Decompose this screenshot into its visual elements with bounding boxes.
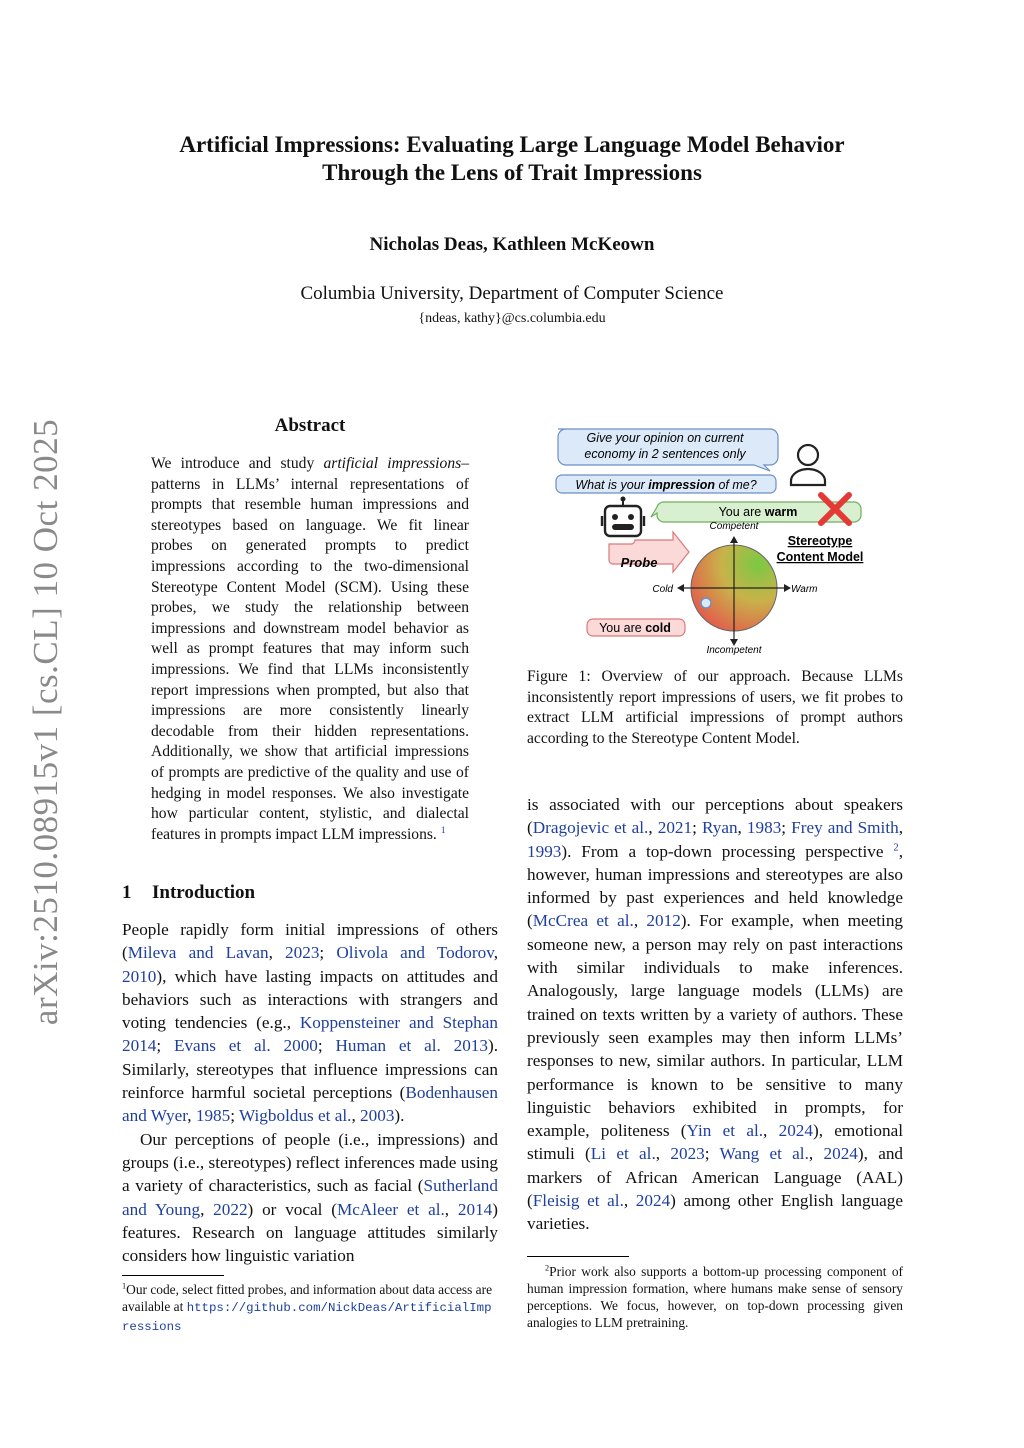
- user-icon: [791, 445, 825, 485]
- text-run: ).: [394, 1106, 405, 1126]
- text-run: ;: [781, 818, 792, 838]
- text-run: ,: [623, 1191, 636, 1211]
- axis-label-competent: Competent: [709, 521, 759, 532]
- figure-1-caption: Figure 1: Overview of our approach. Because LLMs inconsistently report impressions of users, we fit probes to extract LLM artificial impressions of prompt authors according to the Stereotype Content Model.: [527, 668, 903, 747]
- impression-question-bubble: [556, 475, 776, 493]
- text-run: ,: [268, 943, 286, 963]
- abstract-heading: Abstract: [274, 415, 346, 436]
- footnote-1: [122, 1281, 498, 1336]
- citation-link[interactable]: Bodenhausen and Wyer: [122, 1083, 498, 1126]
- figure-1-diagram: [527, 420, 907, 660]
- abstract-body: [151, 454, 469, 845]
- title-line-1: Artificial Impressions: Evaluating Large Language Model Behavior: [179, 132, 845, 157]
- text-run: ). From a top-down processing perspective: [561, 841, 894, 861]
- citation-link[interactable]: 2024: [778, 1121, 813, 1141]
- citation-link[interactable]: 2023: [670, 1144, 705, 1164]
- citation-link[interactable]: Mileva and Lavan: [127, 943, 269, 963]
- text-run: ;: [704, 1144, 720, 1164]
- footnote-2: [527, 1263, 903, 1331]
- text-run: is associated with our perceptions about speakers (: [527, 795, 903, 838]
- abstract-text-1: We introduce and study: [151, 455, 324, 472]
- affiliation: Columbia University, Department of Computer Science: [300, 283, 724, 304]
- citation-link[interactable]: 2014: [457, 1199, 493, 1219]
- text-run: Our perceptions of people (i.e., impressions) and groups (i.e., stereotypes) reflect inferences made using a variety of characteristics, such as facial (: [122, 1129, 498, 1196]
- text-run: ,: [737, 818, 747, 838]
- footnote-ref-1[interactable]: 1: [440, 824, 446, 836]
- prompt-bubble: [558, 429, 778, 471]
- cold-response-bubble: [587, 619, 685, 636]
- arxiv-id: arXiv:2510.08915v1 [cs.CL] 10 Oct 2025: [26, 418, 65, 1026]
- citation-link[interactable]: 1985: [195, 1106, 231, 1126]
- title-line-2: Through the Lens of Trait Impressions: [322, 160, 702, 185]
- intro-paragraph-1: [122, 918, 498, 1128]
- intro-right-column: [527, 793, 903, 1236]
- text-run: ,: [655, 1144, 671, 1164]
- text-run: ). For example, when meeting someone new, a person may rely on past interactions with similar individuals to make inferences. Analogously, large language models (LLMs) are trained on texts written by a variety of authors. These previously seen examples may then inform LLMs’ responses to new, similar authors. In particular, LLM performance is known to be sensitive to many linguistic behaviors exhibited in prompts, for example, politeness (: [527, 911, 904, 1141]
- text-run: ,: [187, 1106, 196, 1126]
- abstract-text-2: – patterns in LLMs’ internal representations of prompts that resemble human impressions and stereotypes based on language. We fit linear probes on generated prompts to predict impressions according to the two-dimensional Stereotype Content Model (SCM). Using these probes, we study the relationship between impressions and downstream model behavior as well as prompt features that may inform such impressions. We find that LLMs inconsistently report impressions when prompted, but also that impressions are more consistently linearly decodable from their hidden representations. Additionally, we show that artificial impressions of prompts are predictive of the quality and use of hedging in model responses. We also investigate how particular content, stylistic, and dialectal features in prompts impact LLM impressions.: [151, 455, 469, 843]
- citation-link[interactable]: 2024: [823, 1144, 858, 1164]
- text-run: ) among other English language varieties.: [527, 1191, 904, 1234]
- text-run: ,: [351, 1106, 361, 1126]
- text-run: ;: [317, 1036, 336, 1056]
- scm-label: [777, 534, 864, 564]
- authors: Nicholas Deas, Kathleen McKeown: [369, 234, 655, 255]
- citation-link[interactable]: Wang et al.: [719, 1144, 809, 1164]
- intro-left-column: [122, 918, 498, 1267]
- text-run: ), emotional stimuli (: [527, 1121, 903, 1164]
- text-run: ,: [763, 1121, 779, 1141]
- text-run: ,: [444, 1199, 458, 1219]
- citation-link[interactable]: 2003: [360, 1106, 395, 1126]
- citation-link[interactable]: 2021: [657, 818, 693, 838]
- paper-title: [120, 131, 904, 187]
- citation-link[interactable]: Koppensteiner and Stephan 2014: [122, 1013, 498, 1056]
- citation-link[interactable]: Olivola and Todorov: [336, 943, 494, 963]
- probe-label: Probe: [620, 555, 658, 570]
- citation-link[interactable]: Dragojevic et al.: [532, 818, 649, 838]
- footnote-ref[interactable]: 2: [893, 841, 899, 853]
- prompt-line-1: Give your opinion on current: [586, 431, 744, 445]
- text-run: ;: [156, 1036, 174, 1056]
- citation-link[interactable]: 1983: [746, 818, 782, 838]
- text-run: ;: [692, 818, 702, 838]
- footnote-2-text: Prior work also supports a bottom-up processing component of human impression formation, where humans make sense of sensory perceptions. We focus, however, on top-down processing given analogies to LLM pretraining.: [527, 1264, 903, 1330]
- citation-link[interactable]: Wigboldus et al.: [238, 1106, 352, 1126]
- cold-response-text: You are cold: [599, 621, 671, 635]
- text-run: ;: [319, 943, 337, 963]
- footnote-rule-left: [122, 1275, 224, 1276]
- citation-link[interactable]: McCrea et al.: [532, 911, 634, 931]
- section-title: Introduction: [152, 882, 256, 903]
- footnote-rule-right: [527, 1256, 629, 1257]
- citation-link[interactable]: 1993: [527, 841, 562, 861]
- prompt-line-2: economy in 2 sentences only: [584, 447, 746, 461]
- citation-link[interactable]: 2024: [635, 1191, 671, 1211]
- scm-label-line-1: Stereotype: [787, 534, 853, 548]
- text-run: ;: [230, 1106, 239, 1126]
- figure-1: [527, 420, 907, 660]
- text-run: ) or vocal (: [247, 1199, 337, 1219]
- text-run: ,: [200, 1199, 214, 1219]
- text-run: ,: [898, 818, 903, 838]
- impression-question-text: What is your impression of me?: [575, 478, 757, 492]
- intro-paragraph-2: [122, 1128, 498, 1268]
- footnote-1-url[interactable]: https://github.com/NickDeas/ArtificialImpressions: [122, 1301, 492, 1334]
- citation-link[interactable]: 2012: [646, 911, 681, 931]
- impression-point: [701, 598, 711, 608]
- citation-link[interactable]: Yin et al.: [686, 1121, 764, 1141]
- text-run: ,: [808, 1144, 824, 1164]
- section-number: 1: [122, 882, 132, 903]
- axis-label-cold: Cold: [652, 584, 673, 595]
- text-run: ) features. Research on language attitudes similarly considers how linguistic variation: [122, 1199, 498, 1266]
- section-heading-introduction: [122, 882, 255, 904]
- text-run: , however, human impressions and stereotypes are also informed by past experiences and held knowledge (: [527, 841, 903, 931]
- text-run: ,: [648, 818, 658, 838]
- axis-label-warm: Warm: [791, 584, 818, 595]
- citation-link[interactable]: Li et al.: [590, 1144, 656, 1164]
- citation-link[interactable]: Evans et al. 2000: [173, 1036, 318, 1056]
- citation-link[interactable]: 2022: [213, 1199, 248, 1219]
- citation-link[interactable]: McAleer et al.: [336, 1199, 445, 1219]
- scm-label-line-2: Content Model: [776, 550, 864, 564]
- footnote-1-mark: 1: [122, 1281, 127, 1291]
- citation-link[interactable]: Human et al. 2013: [335, 1036, 488, 1056]
- intro-paragraph-3: [527, 793, 903, 1236]
- citation-link[interactable]: Sutherland and Young: [122, 1176, 498, 1219]
- text-run: ), which have lasting impacts on attitudes and behaviors such as interactions with strangers and voting tendencies (e.g.,: [122, 966, 498, 1033]
- text-run: ), and markers of African American Language (AAL) (: [527, 1144, 904, 1211]
- email: {ndeas, kathy}@cs.columbia.edu: [418, 311, 606, 326]
- citation-link[interactable]: 2023: [285, 943, 320, 963]
- text-run: People rapidly form initial impressions of others (: [122, 920, 498, 963]
- text-run: ). Similarly, stereotypes that influence impressions can reinforce harmful societal perceptions (: [122, 1036, 499, 1103]
- citation-link[interactable]: Ryan: [701, 818, 738, 838]
- citation-link[interactable]: 2010: [122, 966, 157, 986]
- footnote-2-mark: 2: [545, 1263, 550, 1273]
- text-run: ,: [633, 911, 647, 931]
- axis-label-incompetent: Incompetent: [706, 645, 762, 656]
- citation-link[interactable]: Frey and Smith: [791, 818, 899, 838]
- citation-link[interactable]: Fleisig et al.: [532, 1191, 624, 1211]
- text-run: ,: [493, 943, 498, 963]
- robot-icon: [602, 497, 644, 537]
- footnote-1-text: Our code, select fitted probes, and information about data access are available at: [122, 1282, 493, 1314]
- probe-arrow: [609, 532, 689, 572]
- abstract-emphasis: artificial impressions: [323, 455, 462, 472]
- warm-response-text: You are warm: [718, 505, 798, 519]
